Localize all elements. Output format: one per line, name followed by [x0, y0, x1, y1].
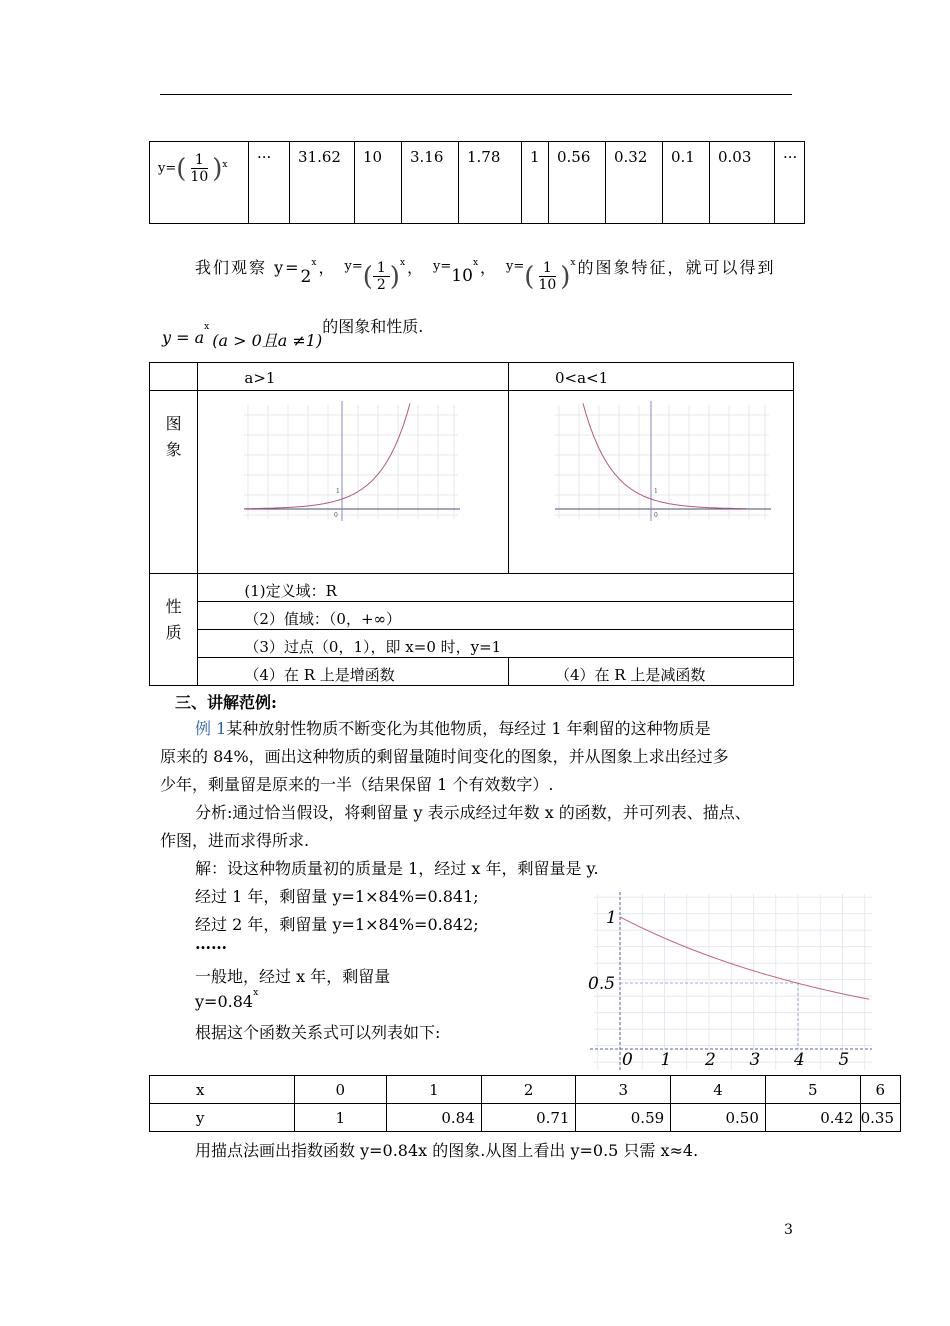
property-range: （2）值域：（0，+∞） — [198, 602, 794, 630]
x-tick-label: 1 — [660, 1050, 672, 1070]
table-cell: 0.1 — [663, 142, 710, 224]
property-increasing: （4）在 R 上是增函数 — [198, 658, 509, 686]
table-cell: ··· — [775, 142, 805, 224]
property-point: （3）过点（0，1），即 x=0 时，y=1 — [198, 630, 794, 658]
fraction-one-tenth: ( $\frac{1}{10}$ ) — [176, 152, 223, 186]
formula-condition: (a > 0且a ≠1) — [212, 331, 323, 350]
example-line-2: 原来的 84%，画出这种物质的剩留量随时间变化的图象，并从图象上求出经过多 — [160, 747, 729, 766]
x-tick-label: 3 — [749, 1050, 761, 1070]
formula-base: 2 — [300, 266, 312, 287]
formula-base: 10 — [451, 265, 473, 286]
table-cell: 0 — [294, 1076, 387, 1104]
table-row — [150, 630, 794, 658]
table-row — [150, 658, 794, 686]
table-row — [150, 602, 794, 630]
graph-increasing — [198, 391, 482, 569]
property-domain: (1)定义域：R — [198, 574, 794, 602]
table-intro: 根据这个函数关系式可以列表如下: — [195, 1023, 441, 1042]
table-cell: 6 — [860, 1076, 900, 1104]
table-row — [150, 1104, 901, 1132]
table-cell: 1 — [387, 1076, 482, 1104]
header-a-gt-1: a>1 — [198, 363, 509, 391]
table-cell: 4 — [671, 1076, 766, 1104]
y-tick-label: 1 — [606, 908, 617, 928]
series-line — [620, 917, 869, 999]
y-tick-label: 0.5 — [588, 974, 616, 994]
table-cell: 5 — [765, 1076, 860, 1104]
properties-table — [149, 362, 794, 686]
table-cell: 1 — [294, 1104, 387, 1132]
value-table-tenth — [149, 141, 805, 224]
row-label-prefix: y= — [158, 161, 177, 177]
analysis-line-1: 分析:通过恰当假设，将剩留量 y 表示成经过年数 x 的函数，并可列表、描点、 — [195, 803, 751, 822]
solution-line: 解：设这种物质量初的质量是 1，经过 x 年，剩留量是 y. — [195, 859, 599, 878]
example-line-1: 例 1某种放射性物质不断变化为其他物质，每经过 1 年剩留的这种物质是 — [195, 719, 711, 738]
conclusion-line: 用描点法画出指数函数 y=0.84x 的图象.从图上看出 y=0.5 只需 x≈4. — [195, 1141, 699, 1160]
year-2-line: 经过 2 年，剩留量 y=1×84%=0.842; — [195, 915, 479, 934]
table-row — [150, 142, 805, 224]
table-cell: 0.42 — [765, 1104, 860, 1132]
observe-line: 我们观察 y= 2 x ， y= ( $\frac{1}{2}$ ) x ， y= 10 x ， y= ( $\frac{1}{10}$ ) x 的图象特征，就可以得到 — [195, 257, 776, 294]
row-label-cell — [150, 142, 249, 224]
fraction-one-half: ( $\frac{1}{2}$ ) — [362, 260, 400, 294]
row-header-y: y — [150, 1104, 295, 1132]
row-label-graph: 图象 — [150, 391, 198, 574]
table-cell: 2 — [481, 1076, 576, 1104]
table-cell: 0.03 — [710, 142, 775, 224]
general-formula: $y=0.84^x$ — [195, 988, 259, 1011]
x-tick-label: 5 — [838, 1050, 850, 1070]
data-table — [149, 1075, 901, 1132]
x-tick-label: 2 — [705, 1050, 716, 1070]
table-cell: 3.16 — [402, 142, 459, 224]
svg-text:0: 0 — [334, 512, 339, 519]
header-a-lt-1: 0<a<1 — [509, 363, 794, 391]
table-row — [150, 363, 794, 391]
table-cell: 0.71 — [481, 1104, 576, 1132]
example-line-3: 少年，剩量留是原来的一半（结果保留 1 个有效数字）. — [160, 775, 554, 794]
ellipsis: …… — [195, 934, 227, 953]
year-1-line: 经过 1 年，剩留量 y=1×84%=0.841; — [195, 887, 479, 906]
grid — [244, 405, 458, 519]
header-rule — [160, 94, 792, 95]
svg-text:0: 0 — [654, 512, 658, 519]
example-tag: 例 1 — [195, 719, 227, 738]
table-row — [150, 1076, 901, 1104]
property-decreasing: （4）在 R 上是减函数 — [509, 658, 794, 686]
fraction-one-tenth: ( $\frac{1}{10}$ ) — [524, 260, 571, 294]
svg-text:1: 1 — [654, 488, 658, 495]
graph-cell-increasing — [198, 391, 509, 574]
x-tick-label: 0 — [622, 1050, 633, 1070]
graph-decreasing — [509, 391, 793, 569]
table-cell: 0.56 — [549, 142, 606, 224]
table-cell — [150, 363, 198, 391]
table-cell: 10 — [355, 142, 402, 224]
row-header-x: x — [150, 1076, 295, 1104]
svg-text:1: 1 — [336, 488, 341, 495]
table-cell: 1 — [522, 142, 549, 224]
exponent: x — [222, 159, 228, 170]
table-cell: ··· — [249, 142, 290, 224]
section-heading: 三、讲解范例: — [175, 693, 277, 712]
table-row — [150, 574, 794, 602]
decay-chart — [580, 888, 876, 1072]
table-cell: 0.84 — [387, 1104, 482, 1132]
table-cell: 0.50 — [671, 1104, 766, 1132]
x-tick-label: 4 — [794, 1050, 805, 1070]
formula-main: y = a — [162, 328, 205, 347]
table-row — [150, 391, 794, 574]
table-cell: 0.32 — [606, 142, 663, 224]
table-cell: 0.35 — [860, 1104, 900, 1132]
table-cell: 0.59 — [576, 1104, 671, 1132]
curve-decreasing — [583, 403, 747, 508]
table-cell: 1.78 — [459, 142, 522, 224]
table-cell: 3 — [576, 1076, 671, 1104]
row-label-properties: 性质 — [150, 574, 198, 686]
page-number: 3 — [784, 1222, 793, 1238]
chart-grid — [594, 894, 872, 1070]
analysis-line-2: 作图，进而求得所求. — [160, 831, 310, 850]
general-line: 一般地，经过 x 年，剩留量 — [195, 967, 391, 986]
formula-line: y = a x (a > 0且a ≠1) 的图象和性质. — [162, 317, 424, 350]
graph-cell-decreasing — [509, 391, 794, 574]
table-cell: 31.62 — [290, 142, 355, 224]
